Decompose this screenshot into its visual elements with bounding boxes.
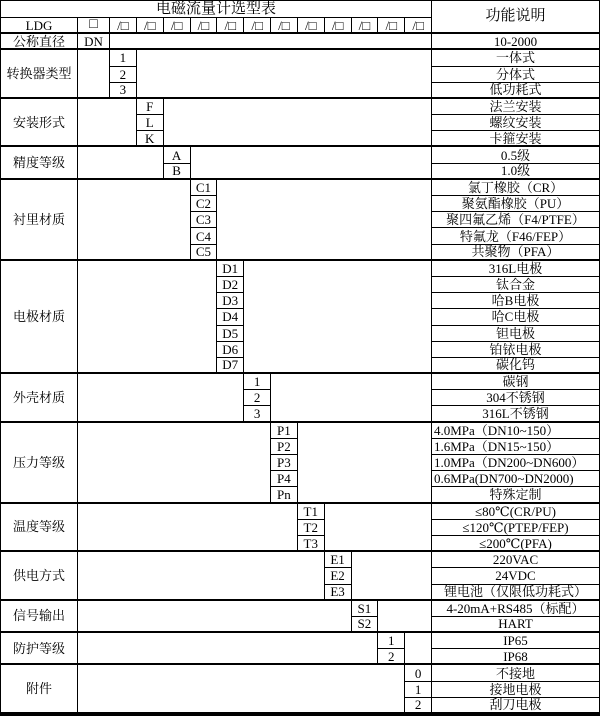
option-code: 2 [378,649,405,665]
spacer-cell [78,504,298,553]
category-label: 安装形式 [1,99,78,148]
option-code: T2 [298,520,325,536]
option-code: C4 [191,228,218,244]
spacer-cell [325,504,432,553]
spacer-cell [78,423,271,504]
option-code: 1 [405,682,432,698]
category-label: 防护等级 [1,633,78,665]
spacer-cell [110,34,432,50]
spacer-cell [352,552,433,601]
category-label: 信号输出 [1,601,78,633]
option-description: 铂铱电极 [432,342,599,358]
option-description: 316L不锈钢 [432,406,599,422]
option-description: 法兰安装 [432,99,599,115]
option-code: A [164,147,191,163]
option-description: 哈C电极 [432,309,599,325]
category-label: 电极材质 [1,261,78,374]
spacer-cell [78,633,378,665]
option-code: L [137,115,164,131]
option-description: 碳化钨 [432,358,599,374]
option-description: 220VAC [432,552,599,568]
model-first-code-box: □ [78,18,110,34]
category-label: 压力等级 [1,423,78,504]
option-code: S1 [352,601,379,617]
category-label: 转换器类型 [1,50,78,99]
option-description: 24VDC [432,568,599,584]
option-description: 1.6MPa（DN15~150） [432,439,599,455]
option-description: 聚氨酯橡胶（PU） [432,196,599,212]
option-code: P4 [271,471,298,487]
option-description: 316L电极 [432,261,599,277]
option-description: 共聚物（PFA） [432,245,599,261]
option-description: 刮刀电极 [432,698,599,714]
option-code: D1 [217,261,244,277]
option-description: 锂电池（仅限低功耗式） [432,585,599,601]
option-description: ≤120℃(PTEP/FEP) [432,520,599,536]
option-code: T1 [298,504,325,520]
spacer-cell [78,261,217,374]
option-code: C1 [191,180,218,196]
spacer-cell [217,180,432,261]
option-description: 接地电极 [432,682,599,698]
option-code: E3 [325,585,352,601]
option-description: 0.6MPa(DN700~DN2000) [432,471,599,487]
category-label: 精度等级 [1,147,78,179]
category-label: 外壳材质 [1,374,78,423]
option-code: C5 [191,245,218,261]
spacer-cell [271,374,432,423]
model-code-box: /□ [271,18,298,34]
option-description: IP68 [432,649,599,665]
option-code: T3 [298,536,325,552]
option-code: D4 [217,309,244,325]
spacer-cell [78,665,405,714]
option-code: C3 [191,212,218,228]
spacer-cell [378,601,432,633]
model-code-box: /□ [378,18,405,34]
option-description: ≤80℃(CR/PU) [432,504,599,520]
model-code-box: /□ [137,18,164,34]
model-code-box: /□ [405,18,432,34]
option-code: 1 [110,50,137,66]
option-code: 1 [378,633,405,649]
option-description: 1.0级 [432,164,599,180]
option-description: ≤200℃(PFA) [432,536,599,552]
category-label: 衬里材质 [1,180,78,261]
option-code: D7 [217,358,244,374]
option-code: 0 [405,665,432,681]
spacer-cell [298,423,432,504]
spacer-cell [78,50,110,99]
function-column-header: 功能说明 [432,1,599,34]
model-code-box: /□ [217,18,244,34]
spacer-cell [137,50,432,99]
option-description: HART [432,617,599,633]
option-description: 1.0MPa（DN200~DN600） [432,455,599,471]
model-code-box: /□ [244,18,271,34]
option-code: F [137,99,164,115]
spacer-cell [78,552,325,601]
option-code: S2 [352,617,379,633]
category-label: 温度等级 [1,504,78,553]
model-code-box: /□ [352,18,379,34]
model-code-box: /□ [110,18,137,34]
option-description: 氯丁橡胶（CR） [432,180,599,196]
option-code: K [137,131,164,147]
option-description: 卡箍安装 [432,131,599,147]
option-code: D6 [217,342,244,358]
option-description: 304不锈钢 [432,390,599,406]
option-code: D3 [217,293,244,309]
option-code: 2 [110,67,137,83]
option-description: 4-20mA+RS485（标配） [432,601,599,617]
model-prefix: LDG [1,18,78,34]
option-code: DN [78,34,110,50]
option-code: P3 [271,455,298,471]
model-code-box: /□ [191,18,218,34]
spacer-cell [78,601,352,633]
option-code: 2 [244,390,271,406]
option-code: B [164,164,191,180]
option-description: 特殊定制 [432,487,599,503]
spacer-cell [405,633,432,665]
model-code-box: /□ [325,18,352,34]
option-description: IP65 [432,633,599,649]
option-description: 特氟龙（F46/FEP） [432,228,599,244]
spacer-cell [78,374,244,423]
option-description: 聚四氟乙烯（F4/PTFE） [432,212,599,228]
option-code: 3 [244,406,271,422]
option-description: 螺纹安装 [432,115,599,131]
option-code: D5 [217,326,244,342]
option-description: 0.5级 [432,147,599,163]
spacer-cell [164,99,432,148]
option-description: 钛合金 [432,277,599,293]
spacer-cell [78,180,191,261]
option-code: P2 [271,439,298,455]
option-code: P1 [271,423,298,439]
option-code: C2 [191,196,218,212]
option-code: E2 [325,568,352,584]
model-code-box: /□ [164,18,191,34]
option-description: 钽电极 [432,326,599,342]
spacer-cell [244,261,432,374]
option-code: D2 [217,277,244,293]
category-label: 供电方式 [1,552,78,601]
option-code: 3 [110,83,137,99]
spacer-cell [78,147,164,179]
option-description: 不接地 [432,665,599,681]
spacer-cell [191,147,433,179]
option-code: 1 [244,374,271,390]
option-description: 低功耗式 [432,83,599,99]
option-description: 一体式 [432,50,599,66]
option-description: 10-2000 [432,34,599,50]
option-code: 2 [405,698,432,714]
option-description: 哈B电极 [432,293,599,309]
option-description: 4.0MPa（DN10~150） [432,423,599,439]
category-label: 公称直径 [1,34,78,50]
table-title: 电磁流量计选型表 [1,1,432,18]
category-label: 附件 [1,665,78,714]
option-description: 碳钢 [432,374,599,390]
option-code: E1 [325,552,352,568]
option-description: 分体式 [432,67,599,83]
spacer-cell [78,99,137,148]
option-code: Pn [271,487,298,503]
model-code-box: /□ [298,18,325,34]
